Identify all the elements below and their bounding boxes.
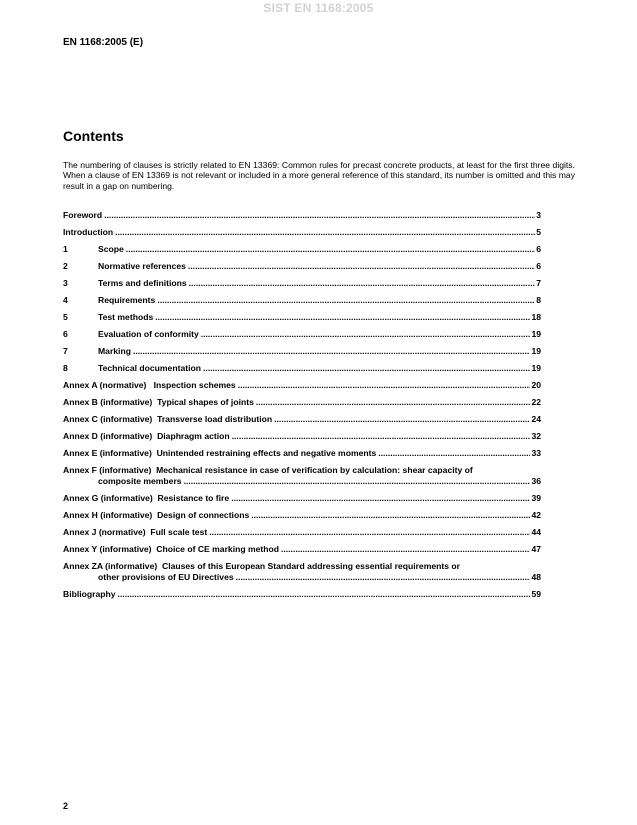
toc-entry-annex-c[interactable] [63, 414, 541, 425]
toc-entry-page: 39 [531, 493, 541, 503]
toc-leader [209, 527, 530, 538]
toc-entry-title: Annex F (informative) Mechanical resistance in case of verification by calculation: shear capacity of [63, 465, 473, 475]
toc-entry-title: Evaluation of conformity [98, 329, 199, 339]
toc-entry-number: 7 [63, 346, 68, 356]
toc-entry-page: 24 [531, 414, 541, 424]
page-title: Contents [63, 128, 124, 144]
toc-entry-title: Test methods [98, 312, 154, 322]
toc-entry-title: Requirements [98, 295, 156, 305]
toc-leader [203, 363, 530, 374]
toc-leader [126, 244, 535, 255]
toc-entry-annex-a[interactable] [63, 380, 541, 391]
toc-entry-title: Foreword [63, 210, 103, 220]
toc-leader [115, 227, 535, 238]
toc-entry-page: 3 [536, 210, 541, 220]
toc-leader [232, 431, 531, 442]
toc-entry-title: Bibliography [63, 589, 116, 599]
toc-entry-annex-za[interactable] [63, 561, 541, 583]
toc-entry-title: Annex Y (informative) Choice of CE marking method [63, 544, 279, 554]
toc-leader [251, 510, 530, 521]
toc-entry-page: 32 [531, 431, 541, 441]
toc-entry-terms-and-definitions[interactable] [63, 278, 541, 289]
toc-leader [104, 210, 535, 221]
toc-entry-evaluation-of-conformity[interactable] [63, 329, 541, 340]
toc-entry-annex-y[interactable] [63, 544, 541, 555]
toc-entry-page: 48 [531, 572, 541, 582]
toc-entry-introduction[interactable] [63, 227, 541, 238]
toc-entry-title: Annex ZA (informative) Clauses of this European Standard addressing essential requirements or [63, 561, 460, 571]
toc-entry-foreword[interactable] [63, 210, 541, 221]
intro-paragraph: The numbering of clauses is strictly related to EN 13369: Common rules for precast concrete products, at least for the first three digits. When a clause of EN 13369 is not relevant or included in a more general reference of this standard, its number is omitted and this may result in a gap on numbering. [63, 160, 575, 191]
toc-entry-page: 42 [531, 510, 541, 520]
toc-entry-number: 6 [63, 329, 68, 339]
toc-entry-number: 1 [63, 244, 68, 254]
toc-entry-annex-b[interactable] [63, 397, 541, 408]
toc-entry-page: 7 [536, 278, 541, 288]
toc-entry-number: 8 [63, 363, 68, 373]
toc-entry-title-continued: other provisions of EU Directives [98, 572, 234, 582]
toc-entry-number: 4 [63, 295, 68, 305]
toc-leader [236, 572, 531, 583]
toc-leader [378, 448, 530, 459]
toc-entry-title: Annex C (informative) Transverse load distribution [63, 414, 273, 424]
toc-leader [157, 295, 535, 306]
toc-entry-title: Technical documentation [98, 363, 201, 373]
toc-leader [281, 544, 530, 555]
toc-entry-title: Normative references [98, 261, 186, 271]
toc-entry-page: 20 [531, 380, 541, 390]
toc-entry-title: Annex E (informative) Unintended restraining effects and negative moments [63, 448, 377, 458]
toc-leader [274, 414, 530, 425]
toc-entry-page: 6 [536, 261, 541, 271]
toc-entry-page: 44 [531, 527, 541, 537]
toc-entry-title-continued: composite members [98, 476, 182, 486]
toc-leader [155, 312, 530, 323]
toc-entry-annex-e[interactable] [63, 448, 541, 459]
toc-leader [133, 346, 530, 357]
toc-entry-requirements[interactable] [63, 295, 541, 306]
toc-entry-title: Annex J (normative) Full scale test [63, 527, 208, 537]
watermark: SIST EN 1168:2005 [263, 1, 374, 15]
toc-entry-normative-references[interactable] [63, 261, 541, 272]
toc-leader [118, 589, 531, 600]
toc-entry-page: 8 [536, 295, 541, 305]
toc-entry-bibliography[interactable] [63, 589, 541, 600]
toc-entry-page: 19 [531, 363, 541, 373]
toc-entry-title: Annex A (normative) Inspection schemes [63, 380, 236, 390]
document-id: EN 1168:2005 (E) [63, 37, 144, 48]
toc-entry-annex-h[interactable] [63, 510, 541, 521]
toc-entry-number: 5 [63, 312, 68, 322]
toc-entry-annex-d[interactable] [63, 431, 541, 442]
toc-leader [188, 261, 535, 272]
toc-entry-page: 18 [531, 312, 541, 322]
toc-entry-page: 19 [531, 329, 541, 339]
toc-leader [201, 329, 531, 340]
toc-entry-page: 22 [531, 397, 541, 407]
toc-entry-page: 36 [531, 476, 541, 486]
toc-entry-annex-j[interactable] [63, 527, 541, 538]
toc-entry-page: 47 [531, 544, 541, 554]
toc-entry-title: Introduction [63, 227, 114, 237]
toc-entry-annex-f[interactable] [63, 465, 541, 487]
toc-entry-test-methods[interactable] [63, 312, 541, 323]
toc-entry-scope[interactable] [63, 244, 541, 255]
toc-leader [189, 278, 536, 289]
toc-leader [256, 397, 531, 408]
toc-entry-title: Marking [98, 346, 131, 356]
toc-entry-title: Terms and definitions [98, 278, 187, 288]
toc-entry-number: 3 [63, 278, 68, 288]
toc-entry-technical-documentation[interactable] [63, 363, 541, 374]
toc-entry-marking[interactable] [63, 346, 541, 357]
toc-entry-title: Annex G (informative) Resistance to fire [63, 493, 230, 503]
toc-leader [238, 380, 531, 391]
toc-entry-page: 19 [531, 346, 541, 356]
toc-entry-title: Annex H (informative) Design of connections [63, 510, 250, 520]
toc-entry-page: 33 [531, 448, 541, 458]
toc-entry-annex-g[interactable] [63, 493, 541, 504]
toc-entry-title: Scope [98, 244, 124, 254]
toc-entry-page: 6 [536, 244, 541, 254]
toc-entry-page: 59 [531, 589, 541, 599]
toc-entry-title: Annex B (informative) Typical shapes of joints [63, 397, 254, 407]
toc-leader [184, 476, 531, 487]
toc-entry-page: 5 [536, 227, 541, 237]
toc-entry-number: 2 [63, 261, 68, 271]
page-number: 2 [63, 801, 69, 811]
toc-leader [231, 493, 530, 504]
table-of-contents [63, 210, 541, 606]
toc-entry-title: Annex D (informative) Diaphragm action [63, 431, 230, 441]
